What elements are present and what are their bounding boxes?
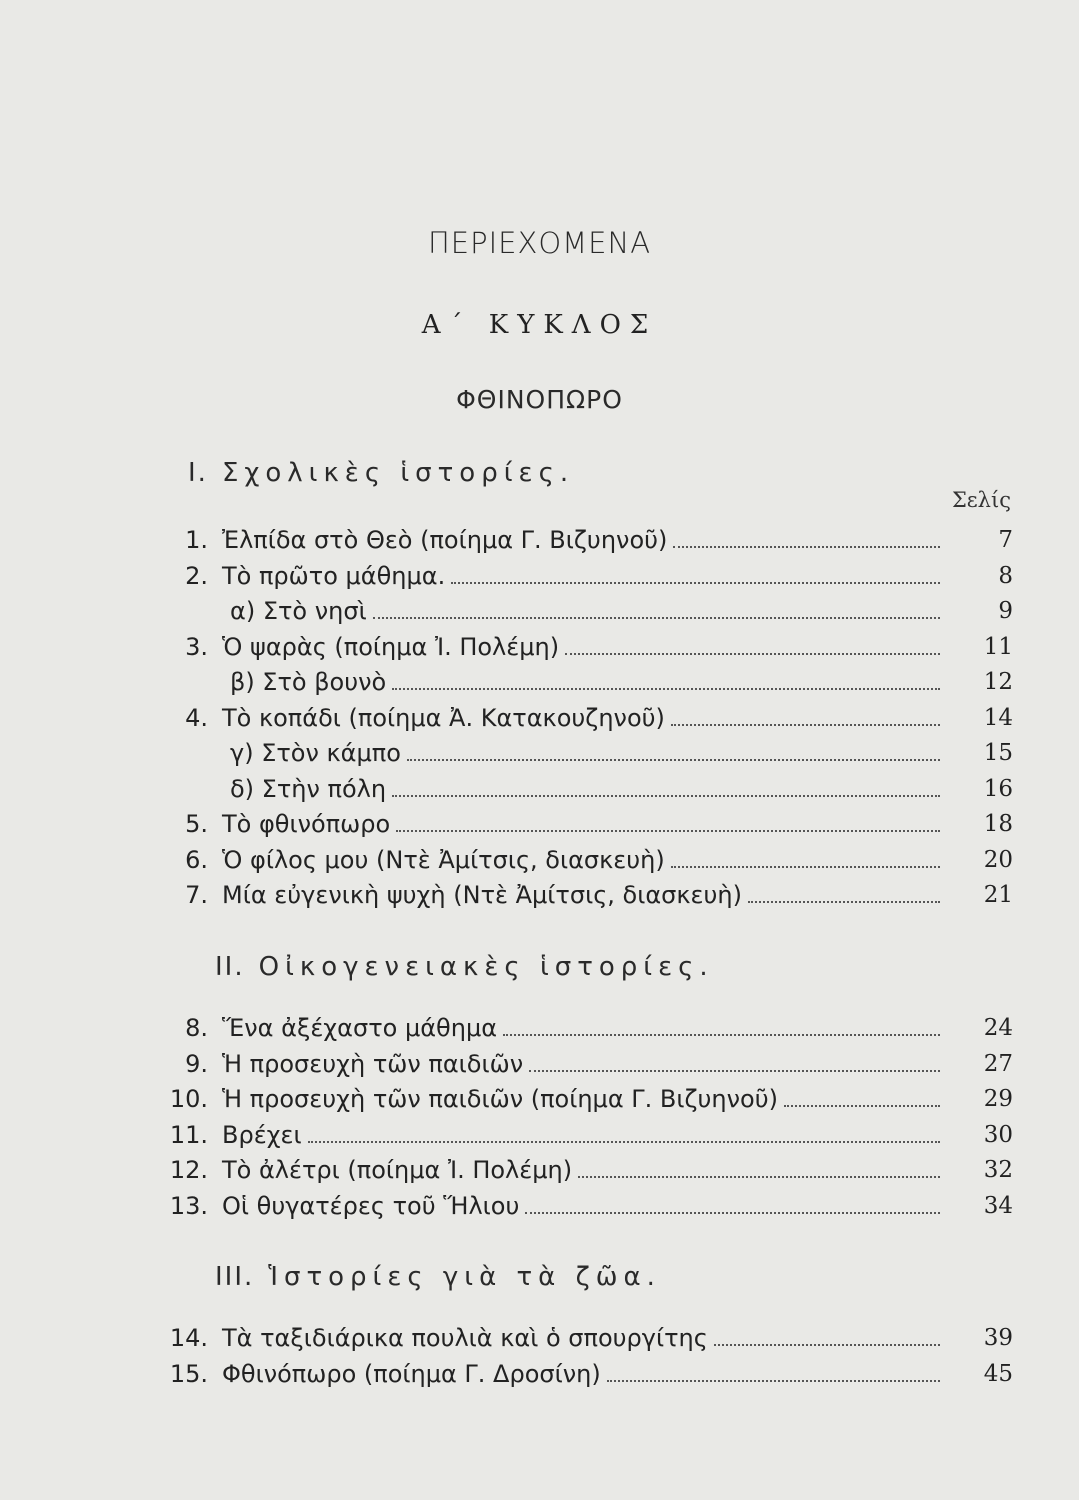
entry-title: Ὁ φίλος μου (Ντὲ Ἀμίτσις, διασκευὴ) — [222, 845, 665, 874]
entry-title-line — [230, 593, 944, 629]
toc-entry — [0, 664, 1079, 700]
entry-page-number: 16 — [983, 775, 1013, 802]
entry-title: β) Στὸ βουνὸ — [230, 668, 387, 696]
entry-title-line — [222, 1046, 944, 1082]
entry-title-line — [222, 806, 944, 842]
toc-entry — [0, 593, 1079, 629]
section-heading — [215, 952, 714, 982]
entry-page-number: 34 — [983, 1192, 1013, 1219]
entry-title: Τὸ ἀλέτρι (ποίημα Ἰ. Πολέμη) — [222, 1156, 573, 1184]
entry-title: Μία εὐγενικὴ ψυχὴ (Ντὲ Ἀμίτσις, διασκευὴ) — [222, 881, 742, 909]
toc-entry — [0, 1320, 1079, 1356]
entry-number: 9. — [185, 1049, 208, 1078]
entry-title: Ἕνα ἀξέχαστο μάθημα — [222, 1014, 498, 1042]
entry-page-number: 14 — [983, 704, 1013, 731]
entry-number: 2. — [185, 561, 208, 590]
toc-entry — [0, 1117, 1079, 1153]
entry-number: 11. — [169, 1120, 208, 1149]
dot-leader — [784, 1104, 940, 1107]
entry-title-line — [222, 1152, 944, 1188]
entry-page-number: 11 — [983, 633, 1013, 660]
toc-entry — [0, 842, 1079, 878]
toc-entry — [0, 806, 1079, 842]
entry-page-number: 39 — [983, 1325, 1013, 1351]
entry-title-line — [222, 1356, 944, 1392]
entry-page-number: 45 — [983, 1360, 1013, 1387]
section-title: Οἰκογενειακὲς ἱστορίες. — [258, 952, 714, 982]
entry-page-number: 21 — [983, 882, 1013, 908]
toc-entry — [0, 1188, 1079, 1224]
toc-entry — [0, 522, 1079, 558]
dot-leader — [525, 1211, 940, 1214]
entry-number: 10. — [169, 1085, 208, 1113]
entry-title: δ) Στὴν πόλη — [230, 774, 387, 803]
dot-leader — [714, 1343, 940, 1346]
entry-title-line — [230, 735, 944, 771]
entry-page-number: 20 — [983, 846, 1013, 873]
entry-number: 3. — [185, 632, 208, 661]
entry-title-line — [230, 664, 944, 700]
section-number: ΙΙ. — [215, 952, 245, 982]
dot-leader — [392, 687, 940, 690]
entry-title: Ἡ προσευχὴ τῶν παιδιῶν — [222, 1049, 524, 1078]
entry-title: α) Στὸ νησὶ — [230, 597, 367, 625]
entry-page-number: 8 — [998, 562, 1013, 589]
toc-entry — [0, 700, 1079, 736]
toc-entry — [0, 558, 1079, 594]
entry-number: 8. — [185, 1014, 208, 1042]
dot-leader — [373, 616, 940, 619]
entry-title: Τὰ ταξιδιάρικα πουλιὰ καὶ ὁ σπουργίτης — [222, 1324, 708, 1352]
entry-page-number: 24 — [983, 1015, 1013, 1041]
dot-leader — [396, 829, 940, 832]
entry-title-line — [230, 771, 944, 807]
toc-entry — [0, 735, 1079, 771]
entry-title: Βρέχει — [222, 1120, 302, 1149]
entry-title-line — [222, 1117, 944, 1153]
entry-title: Ἡ προσευχὴ τῶν παιδιῶν (ποίημα Γ. Βιζυηνοῦ) — [222, 1085, 778, 1113]
dot-leader — [565, 652, 940, 655]
entry-number: 12. — [169, 1156, 208, 1184]
section-number: Ι. — [188, 458, 208, 488]
toc-entry — [0, 1010, 1079, 1046]
entry-title-line — [222, 1188, 944, 1224]
entry-title: Τὸ φθινόπωρο — [222, 810, 391, 838]
toc-entry — [0, 1356, 1079, 1392]
dot-leader — [671, 723, 940, 726]
entry-title-line — [222, 522, 944, 558]
entry-title-line — [222, 1081, 944, 1117]
dot-leader — [671, 865, 940, 868]
entry-number: 1. — [185, 526, 208, 554]
entry-number: 15. — [169, 1359, 208, 1388]
entry-title: γ) Στὸν κάμπο — [230, 739, 401, 767]
entry-number: 13. — [169, 1191, 208, 1220]
entry-title: Τὸ πρῶτο μάθημα. — [222, 561, 446, 590]
entry-page-number: 9 — [998, 598, 1013, 624]
entry-title-line — [222, 1010, 944, 1046]
entry-title: Ἐλπίδα στὸ Θεὸ (ποίημα Γ. Βιζυηνοῦ) — [222, 526, 668, 554]
entry-page-number: 32 — [983, 1157, 1013, 1183]
dot-leader — [503, 1033, 940, 1036]
dot-leader — [407, 758, 940, 761]
entry-page-number: 18 — [983, 811, 1013, 837]
dot-leader — [607, 1379, 940, 1382]
section-heading — [188, 458, 574, 488]
entry-title-line — [222, 877, 944, 913]
entry-title-line — [222, 700, 944, 736]
entry-number: 4. — [185, 703, 208, 732]
entry-number: 5. — [185, 810, 208, 838]
dot-leader — [673, 545, 940, 548]
entry-title-line — [222, 558, 944, 594]
section-title: Σχολικὲς ἱστορίες. — [221, 458, 575, 488]
entry-page-number: 29 — [983, 1086, 1013, 1112]
section-heading — [215, 1262, 661, 1292]
section-number: ΙΙΙ. — [215, 1262, 255, 1292]
entry-page-number: 30 — [983, 1121, 1013, 1148]
entry-number: 6. — [185, 845, 208, 874]
dot-leader — [748, 900, 940, 903]
dot-leader — [308, 1140, 940, 1143]
toc-entry — [0, 877, 1079, 913]
season-heading: ΦΘΙΝΟΠΩΡΟ — [456, 385, 623, 414]
toc-entry — [0, 629, 1079, 665]
page-title: ΠΕΡΙΕΧΟΜΕΝΑ — [427, 226, 652, 260]
entry-number: 7. — [185, 881, 208, 909]
entry-title-line — [222, 842, 944, 878]
entry-page-number: 27 — [983, 1050, 1013, 1077]
toc-entry — [0, 1081, 1079, 1117]
entry-page-number: 15 — [983, 740, 1013, 766]
entry-title: Τὸ κοπάδι (ποίημα Ἀ. Κατακουζηνοῦ) — [222, 703, 665, 732]
entry-number: 14. — [169, 1324, 208, 1352]
toc-entry — [0, 1046, 1079, 1082]
entry-page-number: 12 — [983, 669, 1013, 695]
dot-leader — [578, 1175, 940, 1178]
entry-title-line — [222, 629, 944, 665]
entry-title: Φθινόπωρο (ποίημα Γ. Δροσίνη) — [222, 1359, 601, 1388]
entry-title: Οἱ θυγατέρες τοῦ Ἥλιου — [222, 1191, 520, 1220]
section-title: Ἱστορίες γιὰ τὰ ζῶα. — [268, 1262, 661, 1292]
entry-page-number: 7 — [998, 527, 1013, 553]
entry-title-line — [222, 1320, 944, 1356]
pages-column-label: Σελίς — [951, 488, 1011, 512]
cycle-heading: Α΄ ΚΥΚΛΟΣ — [421, 310, 658, 340]
dot-leader — [451, 581, 940, 584]
dot-leader — [529, 1069, 940, 1072]
entry-title: Ὁ ψαρὰς (ποίημα Ἰ. Πολέμη) — [222, 632, 560, 661]
toc-entry — [0, 1152, 1079, 1188]
toc-entry — [0, 771, 1079, 807]
dot-leader — [392, 794, 940, 797]
